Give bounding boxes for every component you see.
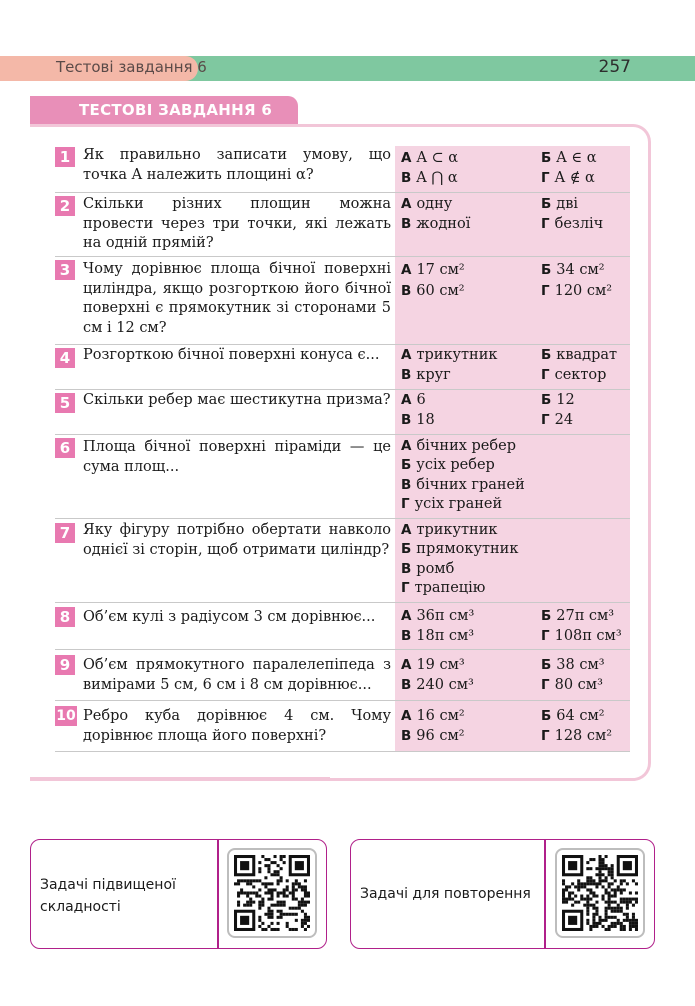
answer-panel: [395, 435, 630, 518]
answer-option[interactable]: А 36π см³: [401, 608, 475, 624]
qr-code[interactable]: [227, 848, 317, 938]
answer-option[interactable]: В 18: [401, 412, 435, 428]
qr-block-review[interactable]: [350, 839, 655, 949]
answer-option[interactable]: Б квадрат: [541, 347, 618, 363]
qr-divider: [217, 840, 219, 948]
answer-panel: [395, 193, 630, 256]
question-number: 9: [55, 655, 75, 675]
question-text: Яку фігуру потрібно обертати навколо однієї зі сторін, щоб отримати циліндр?: [83, 522, 391, 558]
qr-code-icon: [234, 855, 310, 931]
answer-option[interactable]: В A ⋂ α: [401, 170, 458, 186]
question-number: 6: [55, 438, 75, 458]
answer-option[interactable]: Б 27π см³: [541, 608, 615, 624]
qr-code[interactable]: [555, 848, 645, 938]
question-number: 4: [55, 348, 75, 368]
answer-panel: [395, 603, 630, 649]
question-text: Площа бічної поверхні піраміди — це сума площ...: [83, 439, 391, 475]
answer-option[interactable]: В 18π см³: [401, 628, 475, 644]
qr-label: Задачі для повторення: [360, 886, 531, 902]
page-number: 257: [598, 57, 631, 77]
answer-option[interactable]: Б усіх ребер: [401, 457, 495, 473]
question-text: Скільки ребер має шестикутна призма?: [83, 392, 391, 408]
question-row: [55, 519, 630, 603]
answer-panel: [395, 257, 630, 344]
question-row: [55, 650, 630, 701]
answer-option[interactable]: А трикутник: [401, 347, 498, 363]
answer-panel: [395, 519, 630, 602]
section-title: ТЕСТОВІ ЗАВДАННЯ 6: [79, 101, 273, 119]
qr-block-advanced[interactable]: [30, 839, 327, 949]
qr-label: Задачі підвищеної складності: [40, 877, 176, 915]
answer-option[interactable]: Б дві: [541, 196, 579, 212]
question-row: [55, 345, 630, 390]
answer-option[interactable]: Г 108π см³: [541, 628, 622, 644]
answer-option[interactable]: Г 24: [541, 412, 574, 428]
question-row: [55, 390, 630, 435]
answer-option[interactable]: А A ⊂ α: [401, 150, 459, 166]
header-section-label: Тестові завдання 6: [56, 58, 207, 76]
answer-option[interactable]: В 60 см²: [401, 283, 465, 299]
question-number: 3: [55, 260, 75, 280]
answer-option[interactable]: А 6: [401, 392, 426, 408]
answer-option[interactable]: Г сектор: [541, 367, 607, 383]
answer-panel: [395, 701, 630, 751]
question-number: 2: [55, 196, 75, 216]
answer-panel: [395, 146, 630, 192]
answer-option[interactable]: Б прямокутник: [401, 541, 519, 557]
answer-option[interactable]: В бічних граней: [401, 477, 525, 493]
answer-option[interactable]: А 19 см³: [401, 657, 465, 673]
answer-option[interactable]: Г A ∉ α: [541, 170, 595, 186]
question-text: Чому дорівнює площа бічної поверхні циліндра, якщо розгорткою його бічної поверхні є прямокутник зі сторонами 5 см і 12 см?: [83, 261, 391, 336]
answer-option[interactable]: Г 120 см²: [541, 283, 613, 299]
answer-panel: [395, 650, 630, 700]
questions-frame-bottom: [30, 777, 330, 780]
answer-option[interactable]: Г 128 см²: [541, 728, 613, 744]
answer-option[interactable]: Б 34 см²: [541, 262, 605, 278]
qr-divider: [544, 840, 546, 948]
answer-option[interactable]: А 16 см²: [401, 708, 465, 724]
answer-option[interactable]: Б 38 см³: [541, 657, 605, 673]
answer-option[interactable]: Г усіх граней: [401, 496, 503, 512]
answer-option[interactable]: А бічних ребер: [401, 438, 516, 454]
answer-option[interactable]: Б 12: [541, 392, 575, 408]
question-row: [55, 603, 630, 650]
answer-option[interactable]: Б A ∈ α: [541, 150, 597, 166]
answer-panel: [395, 345, 630, 389]
question-text: Розгорткою бічної поверхні конуса є...: [83, 347, 380, 363]
question-row: [55, 701, 630, 752]
answer-option[interactable]: В жодної: [401, 216, 471, 232]
question-number: 7: [55, 523, 75, 543]
answer-panel: [395, 390, 630, 434]
answer-option[interactable]: В ромб: [401, 561, 455, 577]
question-text: Об’єм кулі з радіусом 3 см дорівнює...: [83, 609, 376, 625]
question-row: [55, 257, 630, 345]
answer-option[interactable]: А трикутник: [401, 522, 498, 538]
question-number: 5: [55, 393, 75, 413]
question-text: Об’єм прямокутного паралелепіпеда з вимірами 5 см, 6 см і 8 см дорівнює...: [83, 657, 391, 693]
answer-option[interactable]: Б 64 см²: [541, 708, 605, 724]
answer-option[interactable]: В 96 см²: [401, 728, 465, 744]
answer-option[interactable]: В 240 см³: [401, 677, 474, 693]
answer-option[interactable]: Г безліч: [541, 216, 604, 232]
question-number: 10: [56, 708, 76, 724]
question-number: 1: [55, 147, 75, 167]
question-number: 8: [55, 607, 75, 627]
question-row: [55, 435, 630, 519]
question-text: Ребро куба дорівнює 4 см. Чому дорівнює площа його поверхні?: [83, 708, 391, 744]
question-text: Як правильно записати умову, що точка A належить площині α?: [83, 147, 391, 183]
qr-code-icon: [562, 855, 638, 931]
answer-option[interactable]: Г 80 см³: [541, 677, 603, 693]
answer-option[interactable]: А одну: [401, 196, 453, 212]
question-row: [55, 146, 630, 193]
answer-option[interactable]: В круг: [401, 367, 451, 383]
question-text: Скільки різних площин можна провести через три точки, які лежать на одній прямій?: [83, 196, 391, 251]
answer-option[interactable]: А 17 см²: [401, 262, 465, 278]
answer-option[interactable]: Г трапецію: [401, 580, 486, 596]
question-row: [55, 193, 630, 257]
